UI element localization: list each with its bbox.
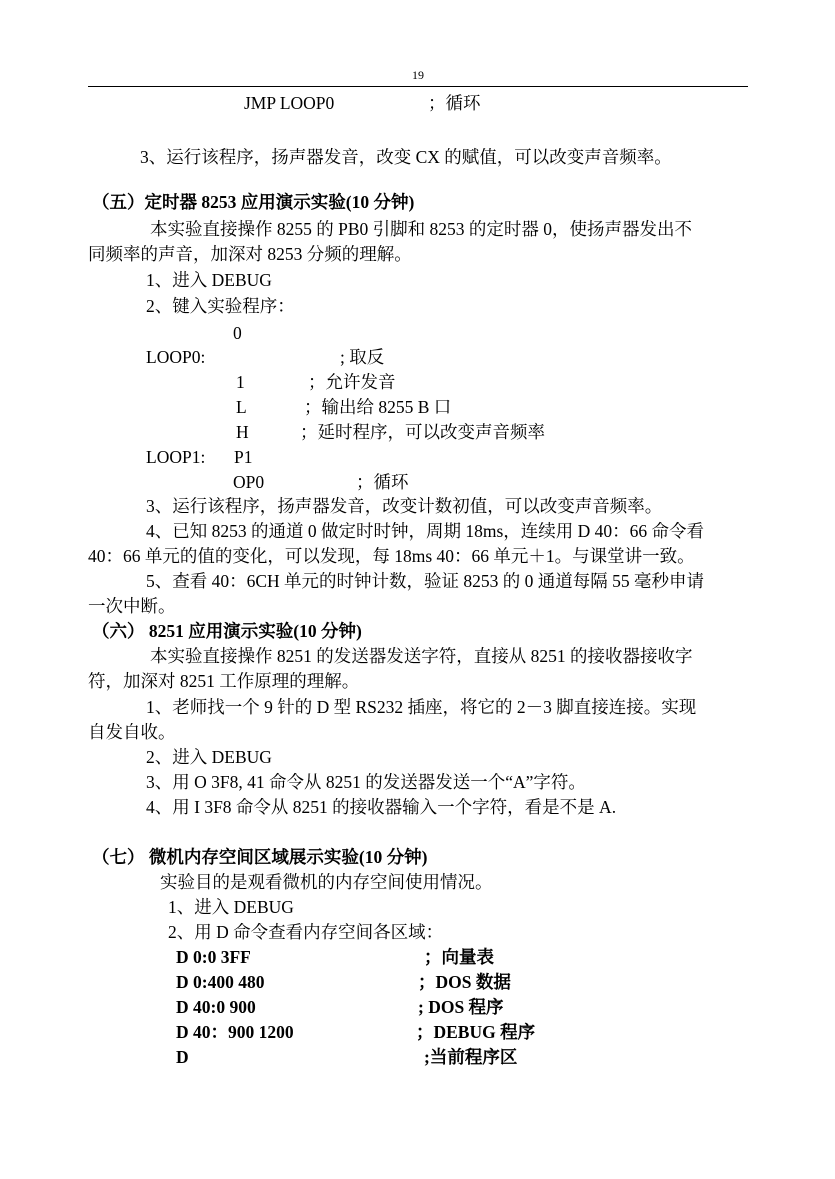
code-line-4-instr: L <box>236 397 247 417</box>
top-step3: 3、运行该程序，扬声器发音，改变 CX 的赋值，可以改变声音频率。 <box>140 147 672 167</box>
sec6-step3: 3、用 O 3F8, 41 命令从 8251 的发送器发送一个“A”字符。 <box>146 772 586 792</box>
sec5-step3: 3、运行该程序，扬声器发音，改变计数初值，可以改变声音频率。 <box>146 496 663 516</box>
code-line-5-comment: ；延时程序，可以改变声音频率 <box>300 422 545 442</box>
sec7-step1: 1、进入 DEBUG <box>168 897 294 917</box>
cmd-1-desc: ；向量表 <box>424 947 494 967</box>
code-line-3-instr: 1 <box>236 372 245 392</box>
code-line-7-comment: ；循环 <box>356 472 409 492</box>
code-line-5-instr: H <box>236 422 249 442</box>
sec5-step4-line2: 40：66 单元的值的变化，可以发现，每 18ms 40：66 单元＋1。与课堂讲一致。 <box>88 546 695 566</box>
cmd-3-desc: ; DOS 程序 <box>418 997 504 1017</box>
sec6-step4: 4、用 I 3F8 命令从 8251 的接收器输入一个字符，看是不是 A. <box>146 797 617 817</box>
sec5-step5-line1: 5、查看 40：6CH 单元的时钟计数，验证 8253 的 0 通道每隔 55 毫秒申请 <box>146 571 705 591</box>
cmd-2: D 0:400 480 <box>176 972 265 992</box>
code-line-2-label: LOOP0: <box>146 347 206 367</box>
code-line-7-instr: OP0 <box>233 472 265 492</box>
cmd-1: D 0:0 3FF <box>176 947 251 967</box>
sec6-intro-line2: 符，加深对 8251 工作原理的理解。 <box>88 671 360 691</box>
sec6-step1-line2: 自发自收。 <box>88 722 176 742</box>
code-line-3-comment: ；允许发音 <box>308 372 396 392</box>
code-line-4-comment: ；输出给 8255 B 口 <box>304 397 452 417</box>
jmp-code: JMP LOOP0 <box>244 93 335 113</box>
cmd-4: D 40：900 1200 <box>176 1022 294 1042</box>
sec6-step1-line1: 1、老师找一个 9 针的 D 型 RS232 插座，将它的 2－3 脚直接连接。实现 <box>146 697 697 717</box>
cmd-2-desc: ；DOS 数据 <box>418 972 511 992</box>
sec7-intro: 实验目的是观看微机的内存空间使用情况。 <box>160 872 493 892</box>
sec7-heading: （七） 微机内存空间区域展示实验(10 分钟) <box>92 847 428 867</box>
sec5-step5-line2: 一次中断。 <box>88 596 176 616</box>
sec6-heading: （六） 8251 应用演示实验(10 分钟) <box>92 621 362 641</box>
sec5-intro-line1: 本实验直接操作 8255 的 PB0 引脚和 8253 的定时器 0，使扬声器发出不 <box>150 219 693 239</box>
sec5-step2: 2、键入实验程序： <box>146 296 295 316</box>
sec6-intro-line1: 本实验直接操作 8251 的发送器发送字符，直接从 8251 的接收器接收字 <box>150 646 693 666</box>
code-line-1-instr: 0 <box>233 323 242 343</box>
jmp-comment: ；循环 <box>428 93 481 113</box>
page-number: 19 <box>412 68 424 82</box>
cmd-3: D 40:0 900 <box>176 997 256 1017</box>
code-line-2-comment: ; 取反 <box>340 347 385 367</box>
code-line-6-instr: P1 <box>234 447 253 467</box>
cmd-4-desc: ；DEBUG 程序 <box>416 1022 536 1042</box>
cmd-5-desc: ;当前程序区 <box>424 1047 518 1067</box>
code-line-6-label: LOOP1: <box>146 447 206 467</box>
sec7-step2: 2、用 D 命令查看内存空间各区域： <box>168 922 444 942</box>
sec6-step2: 2、进入 DEBUG <box>146 747 272 767</box>
sec5-step4-line1: 4、已知 8253 的通道 0 做定时时钟，周期 18ms，连续用 D 40：66 命令看 <box>146 521 705 541</box>
header-rule <box>88 86 748 87</box>
sec5-intro-line2: 同频率的声音，加深对 8253 分频的理解。 <box>88 244 412 264</box>
sec5-step1: 1、进入 DEBUG <box>146 270 272 290</box>
cmd-5: D <box>176 1047 189 1067</box>
sec5-heading: （五）定时器 8253 应用演示实验(10 分钟) <box>92 192 415 212</box>
